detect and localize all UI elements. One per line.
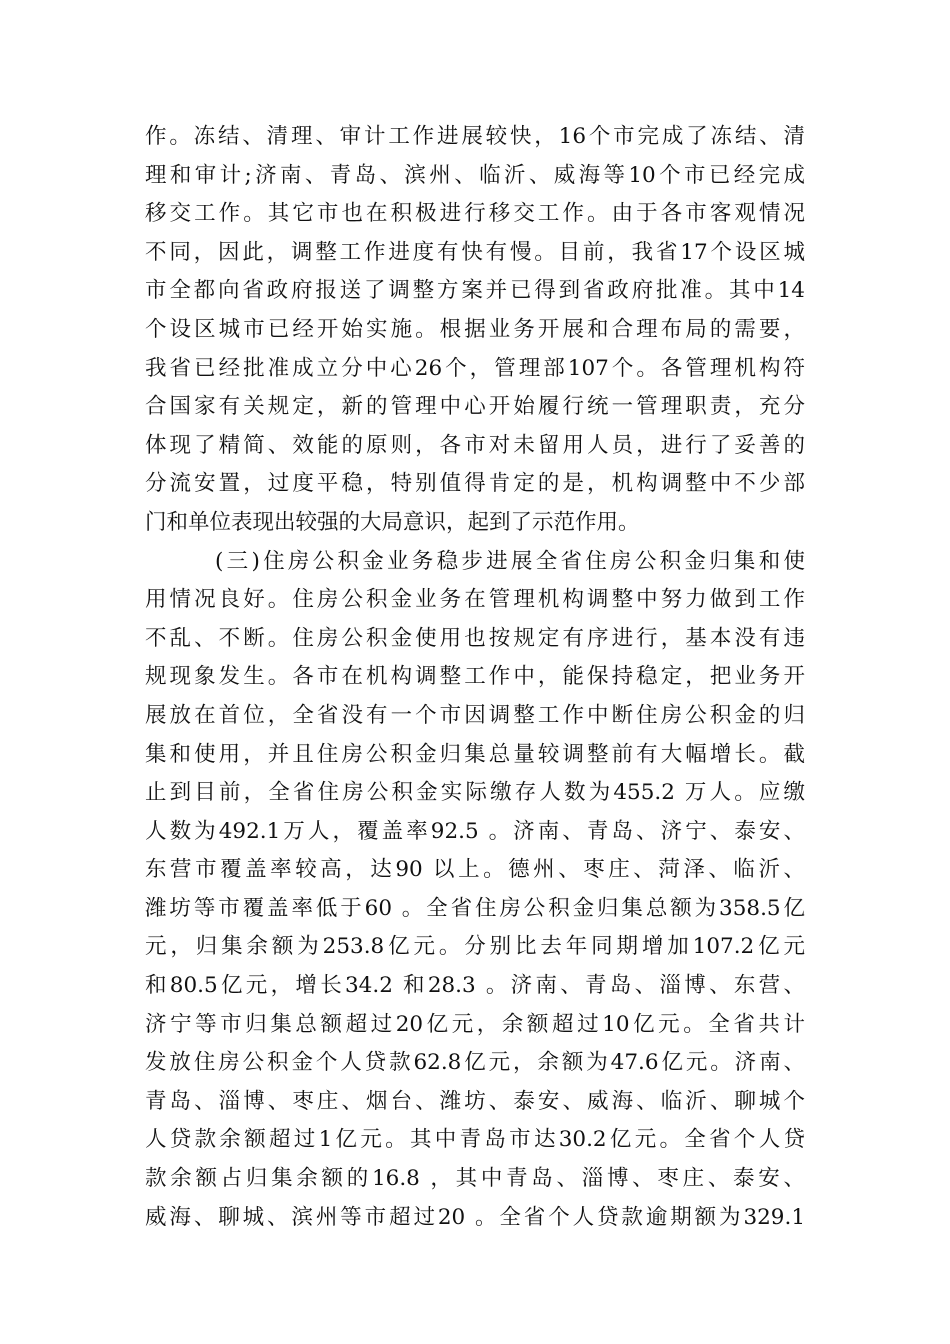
text-line: 元，归集余额为253.8亿元。分别比去年同期增加107.2亿元 — [145, 934, 805, 960]
text-line: 人数为492.1万人，覆盖率92.5 。济南、青岛、济宁、泰安、 — [145, 818, 805, 844]
text-line: 作。冻结、清理、审计工作进展较快，16个市完成了冻结、清 — [145, 124, 805, 149]
body-text — [145, 118, 805, 1237]
text-line: 不同，因此，调整工作进度有快有慢。目前，我省17个设区城 — [145, 239, 805, 265]
text-line: 止到目前，全省住房公积金实际缴存人数为455.2 万人。应缴 — [145, 780, 805, 806]
text-line: 我省已经批准成立分中心26个，管理部107个。各管理机构符 — [145, 355, 805, 381]
text-line: 市全都向省政府报送了调整方案并已得到省政府批准。其中14 — [145, 278, 805, 304]
text-line: 济宁等市归集总额超过20亿元，余额超过10亿元。全省共计 — [145, 1011, 805, 1037]
section-heading-line: (三)住房公积金业务稳步进展全省住房公积金归集和使 — [215, 548, 805, 574]
text-line: 和80.5亿元，增长34.2 和28.3 。济南、青岛、淄博、东营、 — [145, 973, 805, 999]
text-line: 人贷款余额超过1亿元。其中青岛市达30.2亿元。全省个人贷 — [145, 1127, 805, 1153]
text-line: 展放在首位，全省没有一个市因调整工作中断住房公积金的归 — [145, 702, 805, 728]
text-line: 集和使用，并且住房公积金归集总量较调整前有大幅增长。截 — [145, 741, 805, 767]
text-line: 分流安置，过度平稳，特别值得肯定的是，机构调整中不少部 — [145, 471, 805, 497]
text-line: 款余额占归集余额的16.8 ，其中青岛、淄博、枣庄、泰安、 — [145, 1166, 805, 1192]
text-line: 东营市覆盖率较高，达90 以上。德州、枣庄、菏泽、临沂、 — [145, 857, 805, 883]
text-line: 不乱、不断。住房公积金使用也按规定有序进行，基本没有违 — [145, 625, 805, 651]
text-line: 威海、聊城、滨州等市超过20 。全省个人贷款逾期额为329.1 — [145, 1204, 805, 1230]
text-line: 门和单位表现出较强的大局意识，起到了示范作用。 — [145, 509, 640, 535]
text-line: 个设区城市已经开始实施。根据业务开展和合理布局的需要， — [145, 316, 805, 342]
text-line: 规现象发生。各市在机构调整工作中，能保持稳定，把业务开 — [145, 664, 805, 690]
text-line: 潍坊等市覆盖率低于60 。全省住房公积金归集总额为358.5亿 — [145, 895, 805, 921]
text-line: 用情况良好。住房公积金业务在管理机构调整中努力做到工作 — [145, 587, 805, 613]
text-line: 体现了精简、效能的原则，各市对未留用人员，进行了妥善的 — [145, 432, 805, 458]
text-line: 发放住房公积金个人贷款62.8亿元，余额为47.6亿元。济南、 — [145, 1050, 805, 1076]
text-line: 青岛、淄博、枣庄、烟台、潍坊、泰安、威海、临沂、聊城个 — [145, 1088, 805, 1114]
text-line: 理和审计;济南、青岛、滨州、临沂、威海等10个市已经完成 — [145, 162, 805, 188]
text-line: 移交工作。其它市也在积极进行移交工作。由于各市客观情况 — [145, 201, 805, 227]
text-line: 合国家有关规定，新的管理中心开始履行统一管理职责，充分 — [145, 394, 805, 420]
